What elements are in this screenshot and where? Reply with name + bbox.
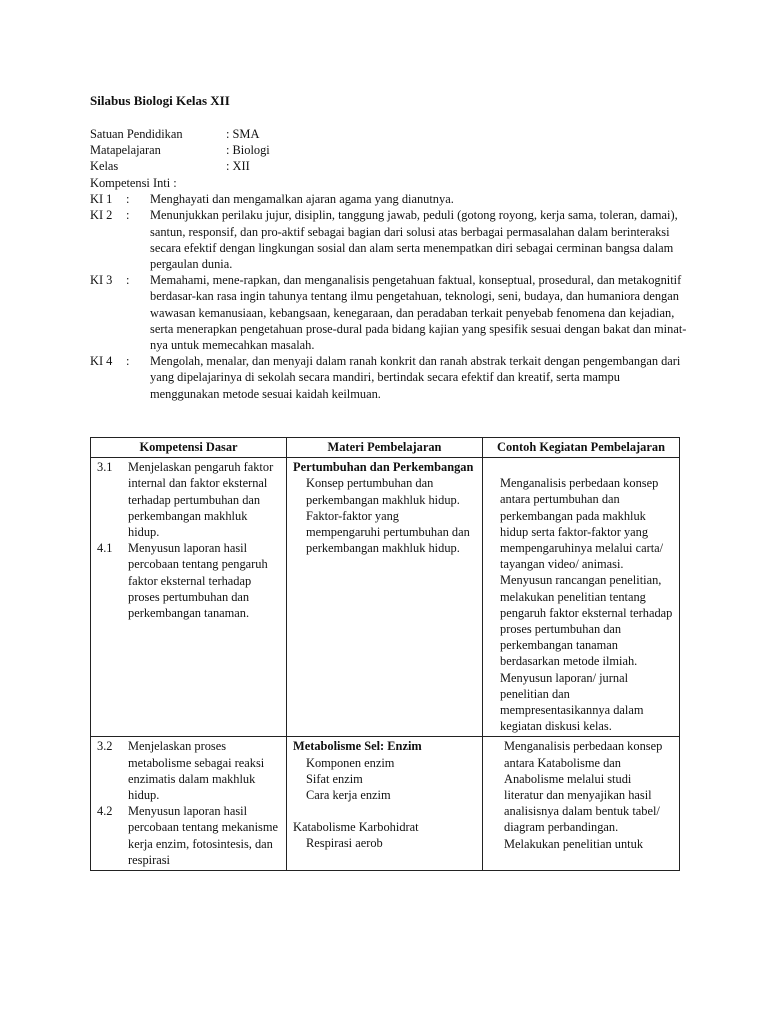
ki-colon: : <box>126 208 130 223</box>
document-title: Silabus Biologi Kelas XII <box>90 93 230 108</box>
kegiatan-item <box>489 670 673 735</box>
ki-id: KI 1 <box>90 192 113 207</box>
ki-text: Memahami, mene-rapkan, dan menganalisis pengetahuan faktual, konseptual, prosedural, dan metakognitif berdasar-kan rasa ingin tahunya tentang ilmu pengetahuan, teknologi, seni, budaya, dan humaniora dengan wawasan kemanusiaan, kebangsaan, kenegaraan, dan peradaban terkait penyebab fenomena dan kejadian, serta menerapkan pengetahuan prose-dural pada bidang kajian yang spesifik sesuai dengan bakat dan minat-nya untuk memecahkan masalah. <box>150 273 687 353</box>
kegiatan-text: Menganalisis perbedaan konsep antara pertumbuhan dan perkembangan pada makhluk hidup serta faktor-faktor yang mempengaruhinya melalui carta/ tayangan video/ animasi. <box>500 476 664 572</box>
cell-spacer <box>489 459 673 475</box>
table-row <box>91 737 680 871</box>
kegiatan-item <box>489 475 673 572</box>
ki-colon: : <box>126 273 130 288</box>
kd-cell <box>91 458 287 737</box>
header-materi-pembelajaran: Materi Pembelajaran <box>287 438 483 458</box>
kd-text: Menjelaskan proses metabolisme sebagai reaksi enzimatis dalam makhluk hidup. <box>128 739 265 803</box>
ki-colon: : <box>126 354 130 369</box>
kegiatan-item <box>489 836 673 852</box>
ki-heading: Kompetensi Inti : <box>90 176 177 190</box>
kompetensi-inti-block <box>90 176 690 402</box>
kd-number: 4.2 <box>97 804 113 819</box>
kegiatan-item <box>489 738 673 835</box>
meta-label: Kelas <box>90 159 119 174</box>
materi-item-text: Sifat enzim <box>306 771 363 786</box>
materi-subtitle: Katabolisme Karbohidrat <box>293 820 419 835</box>
kegiatan-text: Menganalisis perbedaan konsep antara Katabolisme dan Anabolisme melalui studi literatur dan menyajikan hasil analisisnya dalam bentuk tabel/ diagram perbandingan. <box>504 739 663 835</box>
meta-value: : SMA <box>226 127 260 141</box>
meta-row-kelas <box>90 158 690 174</box>
bullet-icon <box>293 475 306 507</box>
bullet-icon <box>293 787 306 803</box>
bullet-icon <box>489 572 500 669</box>
meta-label: Satuan Pendidikan <box>90 127 183 141</box>
kd-text: Menyusun laporan hasil percobaan tentang mekanisme kerja enzim, fotosintesis, dan respirasi <box>128 804 279 867</box>
kegiatan-text: Menyusun rancangan penelitian, melakukan penelitian tentang pengaruh faktor eksternal terhadap proses pertumbuhan dan perkembangan tanaman berdasarkan metode ilmiah. <box>500 573 673 669</box>
syllabus-table <box>90 437 680 871</box>
meta-label: Matapelajaran <box>90 143 161 158</box>
kd-text: Menyusun laporan hasil percobaan tentang pengaruh faktor eksternal terhadap proses pertumbuhan dan perkembangan tanaman. <box>128 541 268 621</box>
bullet-icon <box>293 508 306 557</box>
materi-item-text: Komponen enzim <box>306 755 395 770</box>
bullet-icon <box>489 836 504 852</box>
bullet-icon <box>293 835 306 851</box>
materi-item <box>293 508 476 557</box>
ki-text: Menghayati dan mengamalkan ajaran agama yang dianutnya. <box>150 192 454 207</box>
materi-item-text: Konsep pertumbuhan dan perkembangan makhluk hidup. <box>306 476 460 507</box>
kd-item <box>97 803 280 868</box>
kd-cell <box>91 737 287 871</box>
kegiatan-item <box>489 572 673 669</box>
table-header-row <box>91 438 680 458</box>
kd-item <box>97 459 280 540</box>
ki-item <box>90 191 690 207</box>
materi-item-text: Faktor-faktor yang mempengaruhi pertumbuhan dan perkembangan makhluk hidup. <box>306 508 470 556</box>
kd-number: 3.2 <box>97 739 113 754</box>
kegiatan-cell <box>483 458 680 737</box>
materi-item <box>293 787 476 803</box>
meta-value: : XII <box>226 159 250 174</box>
ki-id: KI 3 <box>90 273 113 288</box>
kd-item <box>97 540 280 621</box>
materi-item <box>293 755 476 771</box>
kegiatan-cell <box>483 737 680 871</box>
meta-value: : Biologi <box>226 143 270 158</box>
kegiatan-text: Menyusun laporan/ jurnal penelitian dan mempresentasikannya dalam kegiatan diskusi kelas. <box>500 670 644 734</box>
header-kompetensi-dasar: Kompetensi Dasar <box>91 438 287 458</box>
ki-item <box>90 207 690 272</box>
kd-number: 3.1 <box>97 460 113 475</box>
materi-item-text: Respirasi aerob <box>306 836 383 851</box>
ki-item <box>90 272 690 353</box>
ki-id: KI 2 <box>90 208 113 223</box>
materi-item <box>293 475 476 507</box>
materi-title: Pertumbuhan dan Perkembangan <box>293 460 474 475</box>
materi-title: Metabolisme Sel: Enzim <box>293 739 422 754</box>
cell-spacer <box>293 803 476 819</box>
ki-item <box>90 353 690 402</box>
kegiatan-text: Melakukan penelitian untuk <box>504 836 644 851</box>
materi-cell <box>287 458 483 737</box>
table-row <box>91 458 680 737</box>
bullet-icon <box>489 475 500 572</box>
kd-text: Menjelaskan pengaruh faktor internal dan faktor eksternal terhadap pertumbuhan dan perkembangan makhluk hidup. <box>128 460 274 540</box>
identity-block <box>90 126 690 175</box>
bullet-icon <box>489 670 500 735</box>
meta-row-matapelajaran <box>90 142 690 158</box>
ki-text: Menunjukkan perilaku jujur, disiplin, tanggung jawab, peduli (gotong royong, kerja sama, toleran, damai), santun, responsif, dan pro-aktif sebagai bagian dari solusi atas berbagai permasalahan dalam berinteraksi secara efektif dengan lingkungan sosial dan alam serta menempatkan diri sebagai cerminan bangsa dalam pergaulan dunia. <box>150 208 678 272</box>
kd-number: 4.1 <box>97 541 113 556</box>
meta-row-satuan <box>90 126 690 142</box>
ki-colon: : <box>126 192 130 207</box>
materi-item-text: Cara kerja enzim <box>306 788 391 803</box>
ki-id: KI 4 <box>90 354 113 369</box>
materi-item <box>293 835 476 851</box>
bullet-icon <box>293 771 306 787</box>
ki-text: Mengolah, menalar, dan menyaji dalam ranah konkrit dan ranah abstrak terkait dengan pengembangan dari yang dipelajarinya di sekolah secara mandiri, bertindak secara efektif dan kreatif, serta mampu menggunakan metode sesuai kaidah keilmuan. <box>150 354 681 401</box>
bullet-icon <box>293 755 306 771</box>
bullet-icon <box>489 738 504 835</box>
materi-cell <box>287 737 483 871</box>
materi-item <box>293 771 476 787</box>
header-contoh-kegiatan: Contoh Kegiatan Pembelajaran <box>483 438 680 458</box>
kd-item <box>97 738 280 803</box>
